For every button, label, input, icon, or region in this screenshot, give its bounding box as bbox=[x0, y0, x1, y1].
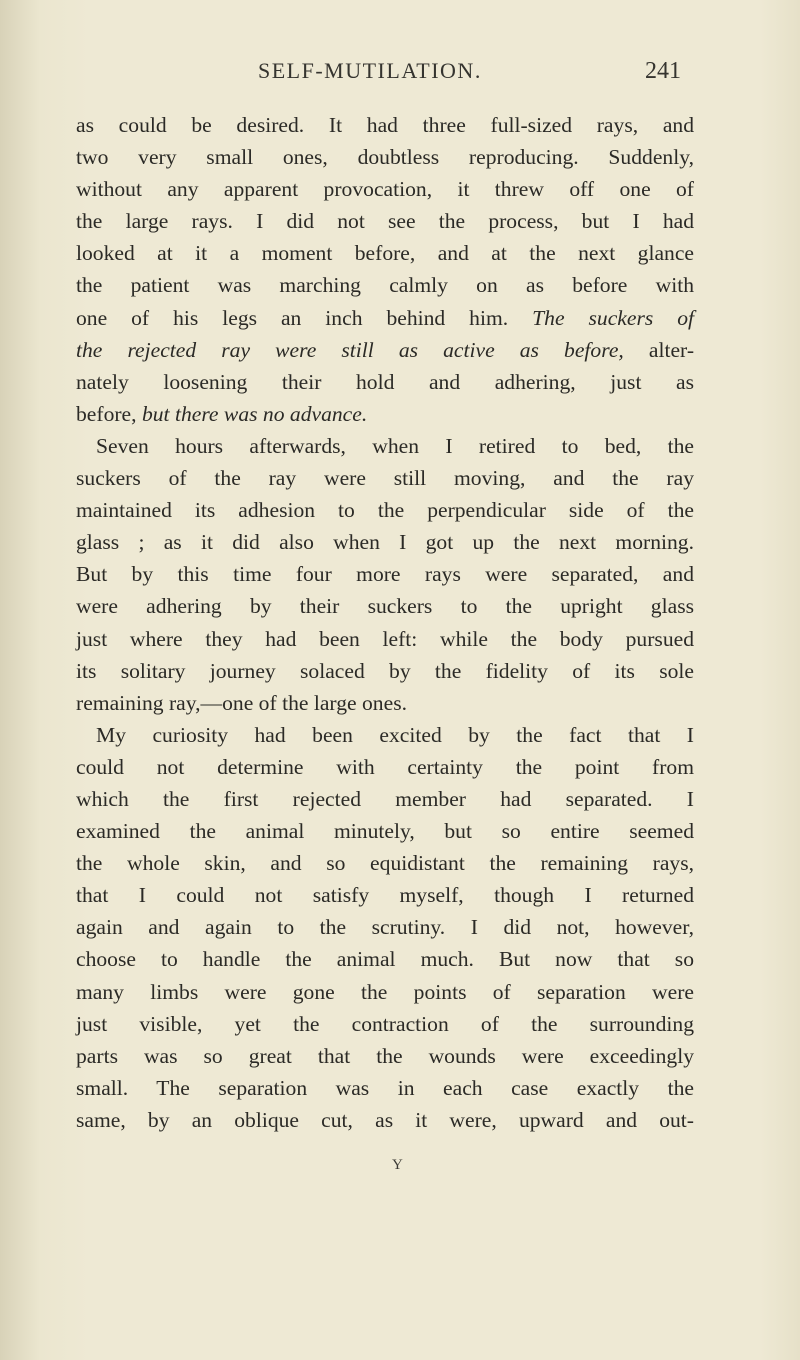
body-text bbox=[76, 109, 694, 1136]
text-line: just where they had been left: while the body pursued bbox=[76, 626, 694, 651]
text-line: examined the animal minutely, but so entire seemed bbox=[76, 819, 694, 844]
text-line: the patient was marching calmly on as before with bbox=[76, 273, 694, 298]
text-line bbox=[76, 302, 694, 334]
text-line: which the first rejected member had separated. I bbox=[76, 786, 694, 811]
text-line: without any apparent provocation, it threw off one of bbox=[76, 177, 694, 202]
text-line: suckers of the ray were still moving, and the ray bbox=[76, 466, 694, 491]
text-line: the large rays. I did not see the process, but I had bbox=[76, 209, 694, 234]
text-run: before, bbox=[76, 401, 142, 426]
text-line: maintained its adhesion to the perpendicular side of the bbox=[76, 498, 694, 523]
paragraph-start-line: Seven hours afterwards, when I retired to bed, the bbox=[96, 433, 694, 458]
text-run: alter- bbox=[623, 337, 695, 362]
running-title: SELF-MUTILATION. bbox=[258, 58, 482, 83]
text-line bbox=[76, 398, 694, 430]
paragraph-start-line: My curiosity had been excited by the fact that I bbox=[96, 722, 694, 747]
text-line: But by this time four more rays were separated, and bbox=[76, 562, 694, 587]
text-line: looked at it a moment before, and at the next glance bbox=[76, 241, 694, 266]
text-line: just visible, yet the contraction of the surrounding bbox=[76, 1011, 694, 1036]
page-number: 241 bbox=[645, 58, 681, 84]
text-line: same, by an oblique cut, as it were, upward and out- bbox=[76, 1107, 694, 1132]
text-line: nately loosening their hold and adhering, just as bbox=[76, 369, 694, 394]
text-line: glass ; as it did also when I got up the next morning. bbox=[76, 530, 694, 555]
text-line: that I could not satisfy myself, though I returned bbox=[76, 883, 694, 908]
text-line: two very small ones, doubtless reproducing. Suddenly, bbox=[76, 145, 694, 170]
text-line: were adhering by their suckers to the upright glass bbox=[76, 594, 694, 619]
text-run: one of his legs an inch behind him. bbox=[76, 305, 509, 330]
text-line: the whole skin, and so equidistant the remaining rays, bbox=[76, 851, 694, 876]
italic-run: but there was no advance. bbox=[141, 401, 368, 426]
text-line: choose to handle the animal much. But now that so bbox=[76, 947, 694, 972]
text-line: again and again to the scrutiny. I did not, however, bbox=[76, 915, 694, 940]
text-line: as could be desired. It had three full-sized rays, and bbox=[76, 113, 694, 137]
signature-mark: Y bbox=[392, 1157, 403, 1173]
text-line bbox=[76, 334, 694, 366]
running-head bbox=[0, 58, 800, 98]
text-line: many limbs were gone the points of separation were bbox=[76, 979, 694, 1004]
text-line: parts was so great that the wounds were exceedingly bbox=[76, 1043, 694, 1068]
text-line: its solitary journey solaced by the fidelity of its sole bbox=[76, 658, 694, 683]
text-line: could not determine with certainty the point from bbox=[76, 754, 694, 779]
italic-run: The suckers of bbox=[532, 305, 695, 330]
text-line: small. The separation was in each case exactly the bbox=[76, 1075, 694, 1100]
italic-run: the rejected ray were still as active as before, bbox=[76, 337, 624, 362]
text-line: remaining ray,—one of the large ones. bbox=[76, 690, 407, 715]
